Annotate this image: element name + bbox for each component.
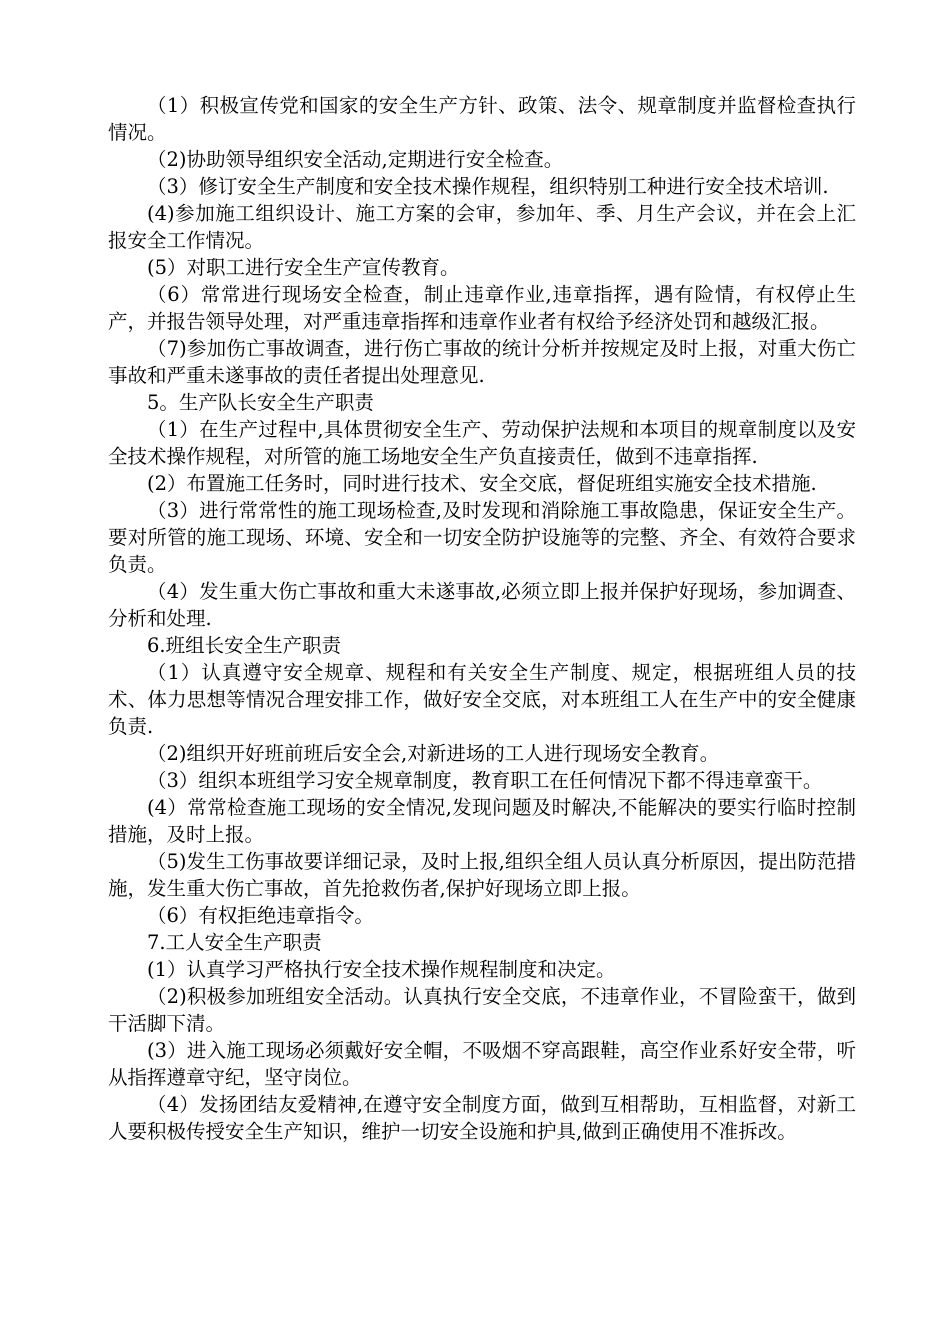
paragraph-item: （2)协助领导组织安全活动,定期进行安全检查。 <box>147 148 564 171</box>
section-heading: 7.工人安全生产职责 <box>147 931 322 954</box>
section-heading: 5。生产队长安全生产职责 <box>147 391 374 414</box>
paragraph-item: （1）在生产过程中,具体贯彻安全生产、劳动保护法规和本项目的规章制度以及安全技术操作规程，对所管的施工场地安全生产负直接责任，做到不违章指挥. <box>108 418 856 468</box>
paragraph-item: (4)参加施工组织设计、施工方案的会审，参加年、季、月生产会议，并在会上汇报安全工作情况。 <box>108 202 856 252</box>
paragraph-item: （7)参加伤亡事故调查，进行伤亡事故的统计分析并按规定及时上报，对重大伤亡事故和严重未遂事故的责任者提出处理意见. <box>108 337 856 387</box>
paragraph-item: （4）发生重大伤亡事故和重大未遂事故,必须立即上报并保护好现场，参加调查、分析和处理. <box>108 580 856 630</box>
paragraph-item: （1）积极宣传党和国家的安全生产方针、政策、法令、规章制度并监督检查执行情况。 <box>108 94 856 144</box>
paragraph-item: （6）有权拒绝违章指令。 <box>147 904 374 927</box>
paragraph-item: （2)组织开好班前班后安全会,对新进场的工人进行现场安全教育。 <box>147 742 720 765</box>
paragraph-item: （3）进行常常性的施工现场检查,及时发现和消除施工事故隐患，保证安全生产。要对所管的施工现场、环境、安全和一切安全防护设施等的完整、齐全、有效符合要求负责。 <box>108 499 856 576</box>
paragraph-item: (1）认真学习严格执行安全技术操作规程制度和决定。 <box>147 958 616 981</box>
paragraph-item: （2)积极参加班组安全活动。认真执行安全交底，不违章作业，不冒险蛮干，做到干活脚下清。 <box>108 985 856 1035</box>
paragraph-item: （5)发生工伤事故要详细记录，及时上报,组织全组人员认真分析原因，提出防范措施，发生重大伤亡事故，首先抢救伤者,保护好现场立即上报。 <box>108 850 856 900</box>
paragraph-item: （3）修订安全生产制度和安全技术操作规程，组织特别工种进行安全技术培训. <box>147 175 829 198</box>
document-body <box>108 92 856 1145</box>
paragraph-item: （6）常常进行现场安全检查，制止违章作业,违章指挥，遇有险情，有权停止生产，并报告领导处理，对严重违章指挥和违章作业者有权给予经济处罚和越级汇报。 <box>108 283 856 333</box>
paragraph-item: （1）认真遵守安全规章、规程和有关安全生产制度、规定，根据班组人员的技术、体力思想等情况合理安排工作，做好安全交底，对本班组工人在生产中的安全健康负责. <box>108 661 856 738</box>
paragraph-item: （3）组织本班组学习安全规章制度，教育职工在任何情况下都不得违章蛮干。 <box>147 769 823 792</box>
paragraph-item: （4）发扬团结友爱精神,在遵守安全制度方面，做到互相帮助，互相监督，对新工人要积极传授安全生产知识，维护一切安全设施和护具,做到正确使用不准拆改。 <box>108 1093 856 1143</box>
paragraph-item: (5）对职工进行安全生产宣传教育。 <box>147 256 460 279</box>
paragraph-item: (4）常常检查施工现场的安全情况,发现问题及时解决,不能解决的要实行临时控制措施，及时上报。 <box>108 796 856 846</box>
section-heading: 6.班组长安全生产职责 <box>147 634 342 657</box>
paragraph-item: (3）进入施工现场必须戴好安全帽，不吸烟不穿高跟鞋，高空作业系好安全带，听从指挥遵章守纪，坚守岗位。 <box>108 1039 856 1089</box>
paragraph-item: (2）布置施工任务时，同时进行技术、安全交底，督促班组实施安全技术措施. <box>147 472 817 495</box>
